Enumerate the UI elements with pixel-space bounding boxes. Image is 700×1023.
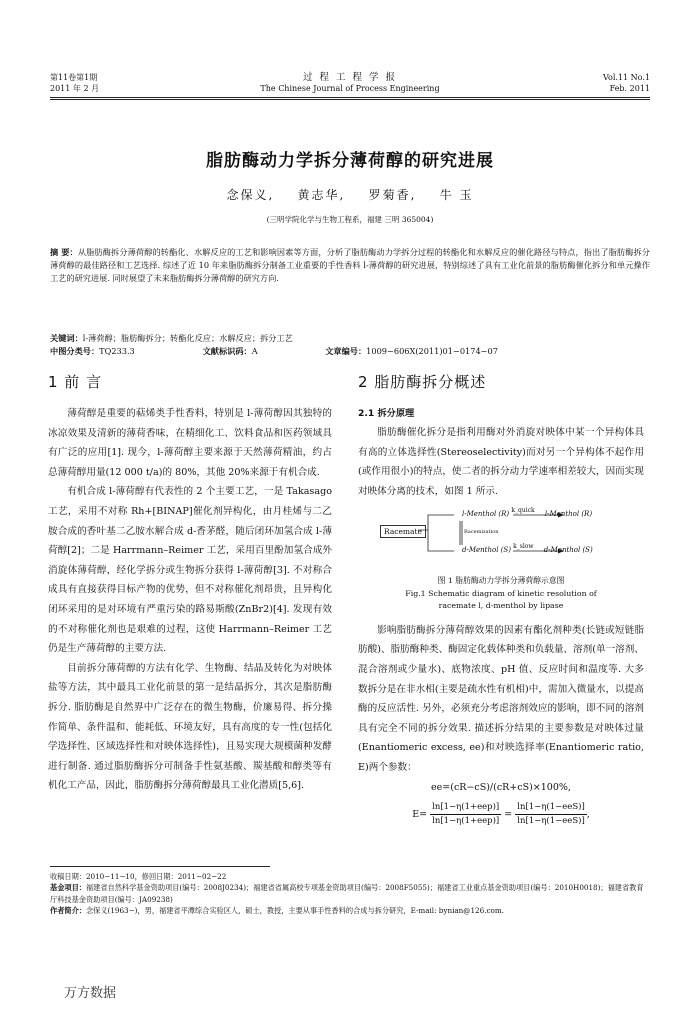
- left-column: [48, 372, 332, 796]
- header-rule: [50, 97, 650, 98]
- paragraph: 脂肪酶催化拆分是指利用酶对外消旋对映体中某一个异构体具有高的立体选择性(Stereoselectivity)而对另一个异构体不起作用(或作用很小)的特点，使二者的拆分动力学速率相差较大，因而实现对映体分离的技术，如图 1 所示.: [358, 427, 644, 497]
- funding-label: 基金项目：: [50, 883, 86, 893]
- affiliation: (三明学院化学与生物工程系，福建 三明 365004): [266, 215, 434, 224]
- abstract-text: 从脂肪酶拆分薄荷醇的转酯化、水解反应的工艺和影响因素等方面，分析了脂肪酶动力学拆分过程的转酯化和水解反应的催化路径与特点，指出了脂肪酶拆分薄荷醇的最佳路径和工艺选择. 综述了近 10 年来脂肪酶拆分制备工业重要的手性香料 l-薄荷醇的研究进展，特别综述了具有工业化前景的脂肪酶催化拆分和单元操作工艺的研究进展. 同时展望了未来脂肪酶拆分薄荷醇的研究方向.: [50, 247, 650, 283]
- fast-path-label: [462, 509, 592, 520]
- funding: [50, 882, 650, 905]
- keywords-text: l-薄荷醇；脂肪酶拆分；转酯化反应；水解反应；拆分工艺: [82, 333, 293, 343]
- classification-row: [50, 345, 650, 358]
- author: 念保义,: [226, 188, 275, 202]
- doccode-value: A: [251, 346, 258, 356]
- header-right: [603, 72, 650, 94]
- issue-date: 2011 年 2 月: [50, 84, 100, 93]
- fraction: [430, 801, 501, 828]
- paragraph: 有机合成 l-薄荷醇有代表性的 2 个主要工艺，一是 Takasago 工艺，采用不对称 Rh+[BINAP]催化剂异构化，由月桂烯与二乙胺合成的香叶基二乙胺水解合成 d-香茅醛，随后闭环加氢合成 l-薄荷醇[2]；二是 Harrmann–Reimer 工艺，采用百里酚加氢合成外消旋体薄荷醇，经化学拆分或生物拆分获得 l-薄荷醇[3]. 不对称合成具有直接获得目标产物的优势，但不对称催化剂昂贵，且异构化闭环采用的是对环境有严重污染的路易斯酸(ZnBr2)[4]. 发现有效的不对称催化剂也是艰难的过程，这使 Harrmann–Reimer 工艺仍是生产薄荷醇的主要方法.: [48, 486, 332, 655]
- paragraph: 薄荷醇是重要的萜烯类手性香料，特别是 l-薄荷醇因其独特的冰凉效果及清新的薄荷香味，在精细化工、饮料食品和医药领域具有广泛的应用[1]. 现今，l-薄荷醇主要来源于天然薄荷精油，约占总薄荷醇用量(12 000 t/a)的 80%，其他 20%来源于有机合成.: [48, 408, 332, 478]
- paragraph: 影响脂肪酶拆分薄荷醇效果的因素有酯化剂种类(长链或短链脂肪酸)、脂肪酶种类、酶固定化载体种类和负载量、溶剂(单一溶剂、混合溶剂或少量水)、底物浓度、pH 值、反应时间和温度等. 大多数拆分是在非水相(主要是疏水性有机相)中，需加入微量水，以提高酶的反应活性. 另外，必须充分考虑溶剂效应的影响，即不同的溶剂具有完全不同的拆分效果. 描述拆分结果的主要参数是对映体过量(Enantiomeric excess, ee)和对映选择率(Enantiomeric ratio, E)两个参数：: [358, 624, 644, 774]
- funding-text: 福建省自然科学基金资助项目(编号：2008J0234)；福建省省属高校专项基金资助项目(编号：2008F5055)；福建省工业重点基金资助项目(编号：2010H0018)；福建省教育厅科技基金资助项目(编号：JA09238): [50, 883, 644, 904]
- header-center: [50, 72, 650, 94]
- racemate-box: Racemate: [380, 525, 426, 538]
- volume-issue-en: Vol.11 No.1: [603, 73, 650, 82]
- abstract-label: 摘 要：: [50, 247, 78, 257]
- running-header: [50, 72, 650, 98]
- slow-path-product: d-Menthol (S): [543, 546, 593, 555]
- equation-e: [358, 801, 644, 828]
- section-heading: 2 脂肪酶拆分概述: [358, 373, 487, 391]
- figure-caption-cn: 图 1 脂肪酶动力学拆分薄荷醇示意图: [437, 576, 565, 586]
- author: 牛 玉: [439, 188, 474, 202]
- paper-title: 脂肪酶动力学拆分薄荷醇的研究进展: [206, 151, 494, 171]
- articleno-value: 1009−606X(2011)01−0174−07: [366, 346, 498, 356]
- slow-path-label: [462, 545, 593, 556]
- subsection-heading: 2.1 拆分原理: [358, 408, 415, 419]
- figure-1: [358, 507, 644, 573]
- issue-date-en: Feb. 2011: [609, 84, 650, 93]
- author: 黄志华,: [297, 188, 346, 202]
- articleno-label: 文章编号：: [325, 346, 367, 356]
- equals-sign: =: [504, 809, 513, 821]
- racemization-label: Racemization: [464, 529, 499, 536]
- fast-path-product: l-Menthol (R): [544, 510, 593, 519]
- slow-path-substrate: d-Menthol (S): [462, 546, 511, 555]
- denominator: ln[1−η(1−eeS)]: [517, 816, 585, 827]
- author-bio: [50, 905, 650, 916]
- fast-rate-constant: k_quick: [511, 507, 535, 515]
- journal-name-cn: 过 程 工 程 学 报: [302, 72, 398, 83]
- numerator: ln[1−η(1+eep)]: [430, 801, 501, 815]
- volume-issue: 第11卷第1期: [50, 73, 98, 82]
- section-heading: 1 前 言: [48, 373, 103, 391]
- author: 罗菊香,: [368, 188, 417, 202]
- equation-lhs: E=: [412, 809, 428, 821]
- journal-name-en: The Chinese Journal of Process Engineering: [260, 84, 440, 93]
- footnote-rule: [50, 866, 270, 867]
- fraction: [515, 801, 587, 828]
- clc-value: TQ233.3: [99, 346, 135, 356]
- figure-caption-en-2: racemate l, d-menthol by lipase: [438, 601, 564, 611]
- denominator: ln[1−η(1+eep)]: [432, 816, 500, 827]
- abstract: [50, 246, 650, 285]
- equation-ee: ee=(cR−cS)/(cR+cS)×100%,: [431, 781, 571, 793]
- author-bio-text: 念保义(1963−)，男，福建省平潭综合实验区人，硕士，教授，主要从事手性香料的合成与拆分研究，E-mail: bynian@126.com.: [85, 906, 504, 916]
- received-date: 收稿日期：2010−11−10，修回日期：2011−02−22: [50, 872, 227, 881]
- numerator: ln[1−η(1−eeS)]: [515, 801, 587, 815]
- equation-trailing-comma: ,: [586, 809, 590, 821]
- right-column: [358, 372, 644, 828]
- figure-caption-en: Fig.1 Schematic diagram of kinetic resolution of: [405, 588, 597, 598]
- keywords: [50, 332, 650, 345]
- article-metadata: [50, 332, 650, 358]
- slow-rate-constant: k_slow: [513, 543, 534, 551]
- doccode-label: 文献标识码：: [202, 346, 252, 356]
- fast-path-substrate: l-Menthol (R): [462, 510, 510, 519]
- keywords-label: 关键词：: [50, 333, 83, 343]
- watermark: 万方数据: [64, 986, 117, 1001]
- header-rule-2: [50, 99, 650, 100]
- footnotes: [50, 871, 650, 917]
- clc-label: 中图分类号：: [50, 346, 100, 356]
- author-bio-label: 作者简介：: [50, 906, 86, 916]
- paragraph: 目前拆分薄荷醇的方法有化学、生物酶、结晶及转化为对映体盐等方法，其中最具工业化前景的第一是结晶拆分，其次是脂肪酶拆分. 脂肪酶是自然界中广泛存在的微生物酶，价廉易得、拆分操作简单、条件温和、能耗低、环境友好，具有高度的专一性(包括化学选择性、区域选择性和对映体选择性)，且易实现大规模菌种发酵进行制备. 通过脂肪酶拆分可制备手性氨基酸、羰基酸和醇类等有机化工产品，因此，脂肪酶拆分薄荷醇最具工业化潜质[5,6].: [48, 662, 332, 792]
- author-list: [0, 186, 700, 203]
